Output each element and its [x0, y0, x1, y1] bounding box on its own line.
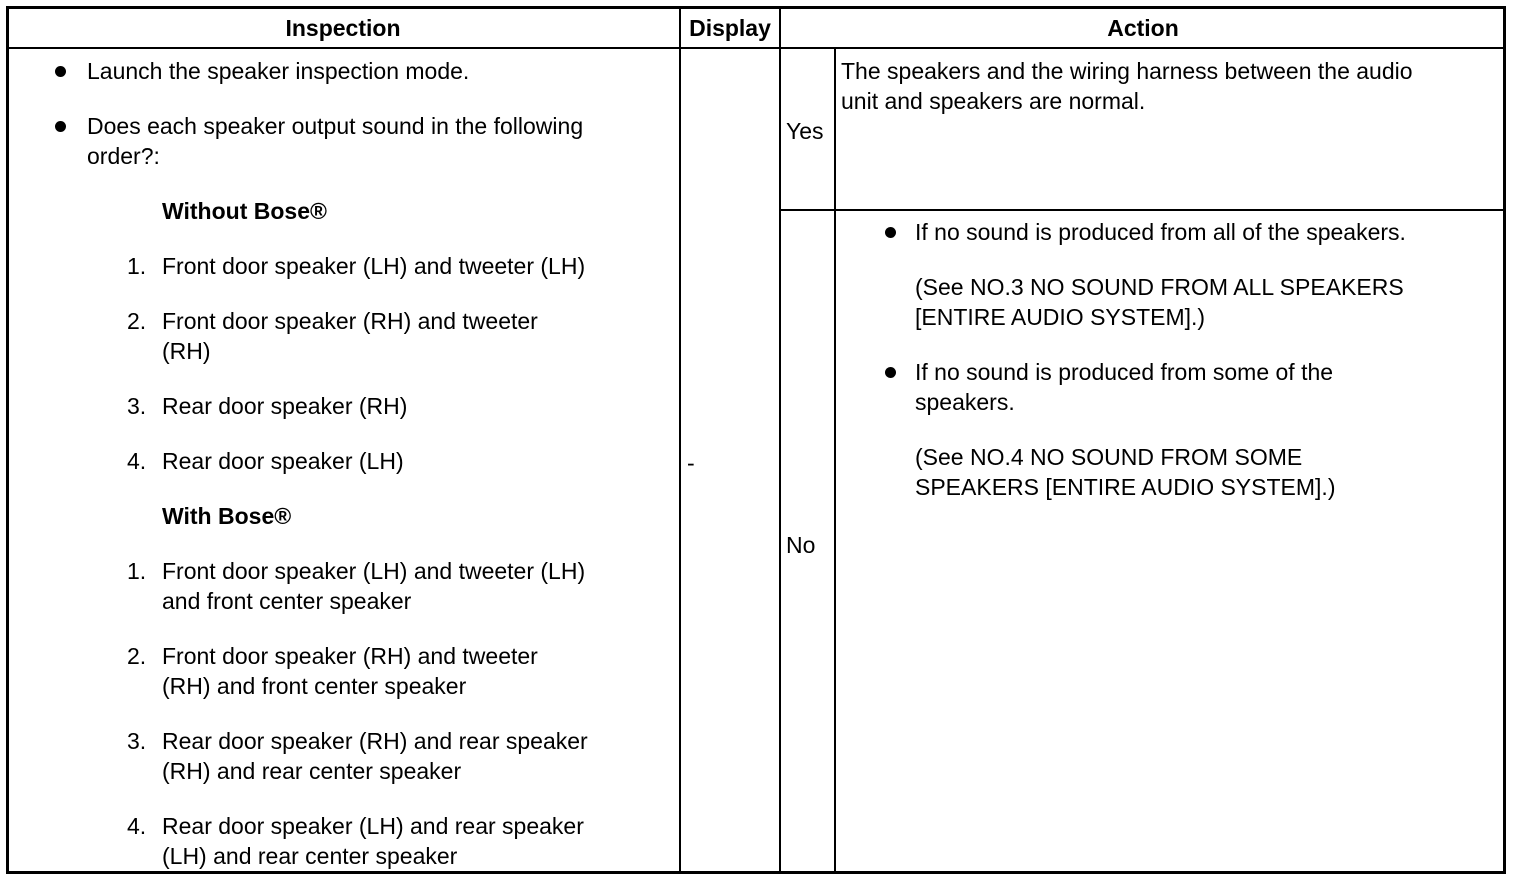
- list-number: 1.: [127, 253, 147, 279]
- list-item-cont: (RH) and front center speaker: [162, 673, 467, 699]
- yes-action-cont: unit and speakers are normal.: [841, 88, 1146, 114]
- list-item-cont: (RH): [162, 338, 211, 364]
- list-item: Front door speaker (RH) and tweeter: [162, 643, 538, 669]
- result-yes-label: Yes: [786, 118, 824, 144]
- inspection-step-1: Launch the speaker inspection mode.: [87, 58, 470, 84]
- list-item: Rear door speaker (RH): [162, 393, 408, 419]
- inspection-step-2: Does each speaker output sound in the following: [87, 113, 584, 139]
- header-divider: [6, 47, 1506, 49]
- list-number: 1.: [127, 558, 147, 584]
- no-case-some-speakers: If no sound is produced from some of the: [915, 359, 1334, 385]
- no-reference-4-cont: SPEAKERS [ENTIRE AUDIO SYSTEM].): [915, 474, 1336, 500]
- list-number: 3.: [127, 728, 147, 754]
- list-item: Front door speaker (RH) and tweeter: [162, 308, 538, 334]
- header-display: Display: [689, 15, 771, 41]
- bullet-icon: [55, 121, 66, 132]
- list-item: Rear door speaker (LH) and rear speaker: [162, 813, 584, 839]
- no-case-all-speakers: If no sound is produced from all of the speakers.: [915, 219, 1406, 245]
- column-divider-result: [834, 47, 836, 874]
- no-reference-4: (See NO.4 NO SOUND FROM SOME: [915, 444, 1303, 470]
- result-no-label: No: [786, 532, 816, 558]
- without-bose-title: Without Bose®: [162, 198, 327, 224]
- list-number: 2.: [127, 308, 147, 334]
- list-item-cont: (LH) and rear center speaker: [162, 843, 458, 869]
- list-number: 4.: [127, 448, 147, 474]
- row-divider-yes-no: [779, 209, 1506, 211]
- no-reference-3-cont: [ENTIRE AUDIO SYSTEM].): [915, 304, 1206, 330]
- no-case-some-speakers-cont: speakers.: [915, 389, 1015, 415]
- yes-action: The speakers and the wiring harness between the audio: [841, 58, 1413, 84]
- header-action: Action: [1107, 15, 1179, 41]
- list-item: Front door speaker (LH) and tweeter (LH): [162, 253, 586, 279]
- list-number: 3.: [127, 393, 147, 419]
- bullet-icon: [55, 66, 66, 77]
- list-item: Front door speaker (LH) and tweeter (LH): [162, 558, 586, 584]
- column-divider-display-left: [679, 6, 681, 874]
- list-item-cont: and front center speaker: [162, 588, 412, 614]
- list-number: 4.: [127, 813, 147, 839]
- list-item: Rear door speaker (LH): [162, 448, 404, 474]
- list-number: 2.: [127, 643, 147, 669]
- bullet-icon: [885, 367, 896, 378]
- no-reference-3: (See NO.3 NO SOUND FROM ALL SPEAKERS: [915, 274, 1404, 300]
- bullet-icon: [885, 227, 896, 238]
- list-item-cont: (RH) and rear center speaker: [162, 758, 462, 784]
- with-bose-title: With Bose®: [162, 503, 292, 529]
- display-value: -: [687, 450, 695, 476]
- header-inspection: Inspection: [285, 15, 401, 41]
- column-divider-display-right: [779, 6, 781, 874]
- inspection-step-2-cont: order?:: [87, 143, 160, 169]
- list-item: Rear door speaker (RH) and rear speaker: [162, 728, 588, 754]
